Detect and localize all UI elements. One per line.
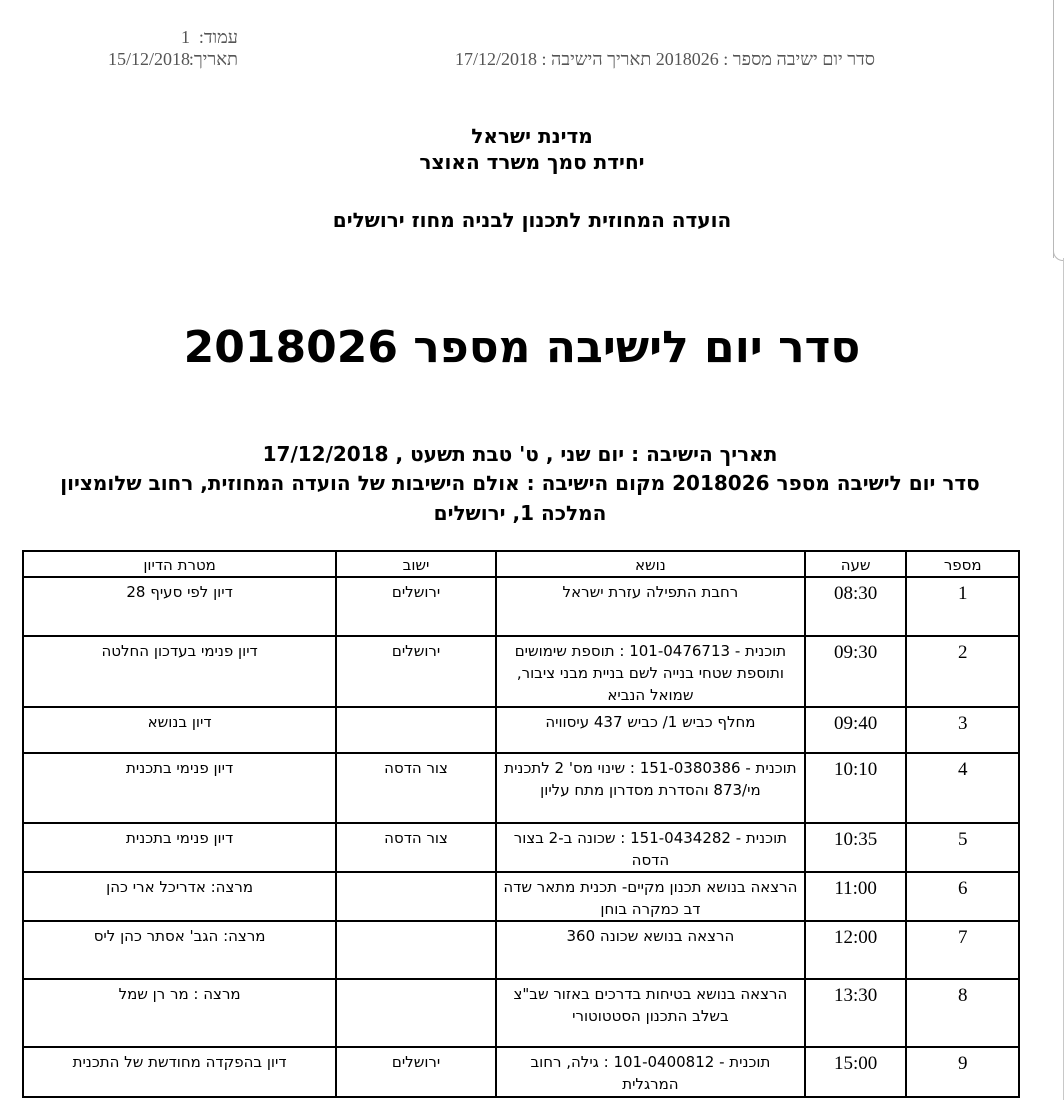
row-settlement: ירושלים	[336, 577, 496, 636]
row-settlement	[336, 921, 496, 979]
row-topic: תוכנית - 101-0400812 : גילה, רחוב המרגלית	[496, 1047, 805, 1097]
print-date: 15/12/2018	[107, 49, 190, 69]
page-label: עמוד:	[198, 27, 238, 47]
row-number: 6	[906, 872, 1019, 921]
row-purpose: דיון בהפקדה מחודשת של התכנית	[23, 1047, 336, 1097]
row-settlement	[336, 872, 496, 921]
unit-name: יחידת סמך משרד האוצר	[419, 150, 645, 174]
page-number-row	[48, 26, 238, 48]
table-header-row	[23, 551, 1019, 577]
row-purpose: דיון בנושא	[23, 707, 336, 753]
row-topic: תוכנית - 151-0434282 : שכונה ב-2 בצור הדסה	[496, 823, 805, 872]
row-settlement	[336, 707, 496, 753]
row-time: 12:00	[805, 921, 906, 979]
committee-name: הועדה המחוזית לתכנון לבניה מחוז ירושלים	[332, 208, 732, 232]
row-time: 10:10	[805, 753, 906, 823]
meeting-location: סדר יום לישיבה מספר 2018026 מקום הישיבה : אולם הישיבות של הועדה המחוזית, רחוב שלומציון המלכה 1, ירושלים	[60, 471, 980, 525]
row-purpose: דיון פנימי בתכנית	[23, 753, 336, 823]
col-number: מספר	[906, 551, 1019, 577]
row-time: 09:40	[805, 707, 906, 753]
row-number: 2	[906, 636, 1019, 707]
row-number: 4	[906, 753, 1019, 823]
meeting-date: תאריך הישיבה : יום שני , ט' טבת תשעט , 17/12/2018	[262, 442, 778, 466]
row-purpose: דיון פנימי בעדכון החלטה	[23, 636, 336, 707]
row-topic: הרצאה בנושא שכונה 360	[496, 921, 805, 979]
col-topic: נושא	[496, 551, 805, 577]
row-time: 11:00	[805, 872, 906, 921]
table-row	[23, 823, 1019, 872]
table-row	[23, 636, 1019, 707]
col-purpose: מטרת הדיון	[23, 551, 336, 577]
row-purpose: מרצה: אדריכל ארי כהן	[23, 872, 336, 921]
row-number: 3	[906, 707, 1019, 753]
page-meta	[48, 26, 238, 70]
row-number: 5	[906, 823, 1019, 872]
row-number: 1	[906, 577, 1019, 636]
row-purpose: דיון לפי סעיף 28	[23, 577, 336, 636]
col-settlement: ישוב	[336, 551, 496, 577]
agenda-table	[22, 550, 1020, 1098]
row-time: 13:30	[805, 979, 906, 1047]
row-topic: הרצאה בנושא בטיחות בדרכים באזור שב"צ בשלב התכנון הסטטוטורי	[496, 979, 805, 1047]
running-header: סדר יום ישיבה מספר : 2018026 תאריך הישיבה : 17/12/2018	[455, 49, 875, 69]
table-row	[23, 979, 1019, 1047]
table-row	[23, 1047, 1019, 1097]
row-time: 08:30	[805, 577, 906, 636]
row-time: 10:35	[805, 823, 906, 872]
row-purpose: מרצה : מר רן שמל	[23, 979, 336, 1047]
date-label: תאריך:	[188, 49, 238, 69]
row-settlement: צור הדסה	[336, 823, 496, 872]
row-topic: מחלף כביש 1/ כביש 437 עיסוויה	[496, 707, 805, 753]
table-row	[23, 753, 1019, 823]
row-settlement: צור הדסה	[336, 753, 496, 823]
row-time: 15:00	[805, 1047, 906, 1097]
table-row	[23, 921, 1019, 979]
row-time: 09:30	[805, 636, 906, 707]
page-title: סדר יום לישיבה מספר 2018026	[183, 322, 861, 373]
state-name: מדינת ישראל	[471, 124, 593, 148]
table-row	[23, 872, 1019, 921]
row-settlement: ירושלים	[336, 1047, 496, 1097]
col-time: שעה	[805, 551, 906, 577]
row-settlement	[336, 979, 496, 1047]
row-number: 7	[906, 921, 1019, 979]
row-topic: תוכנית - 151-0380386 : שינוי מס' 2 לתכנית מי/873 והסדרת מסדרון מתח עליון	[496, 753, 805, 823]
print-date-row	[48, 48, 238, 70]
row-number: 9	[906, 1047, 1019, 1097]
page-number: 1	[181, 27, 190, 47]
row-purpose: דיון פנימי בתכנית	[23, 823, 336, 872]
row-number: 8	[906, 979, 1019, 1047]
row-topic: תוכנית - 101-0476713 : תוספת שימושים ותוספת שטחי בנייה לשם בניית מבני ציבור, שמואל הנביא	[496, 636, 805, 707]
row-purpose: מרצה: הגב' אסתר כהן ליס	[23, 921, 336, 979]
table-row	[23, 577, 1019, 636]
row-topic: רחבת התפילה עזרת ישראל	[496, 577, 805, 636]
row-settlement: ירושלים	[336, 636, 496, 707]
row-topic: הרצאה בנושא תכנון מקיים- תכנית מתאר שדה דב כמקרה בוחן	[496, 872, 805, 921]
table-row	[23, 707, 1019, 753]
